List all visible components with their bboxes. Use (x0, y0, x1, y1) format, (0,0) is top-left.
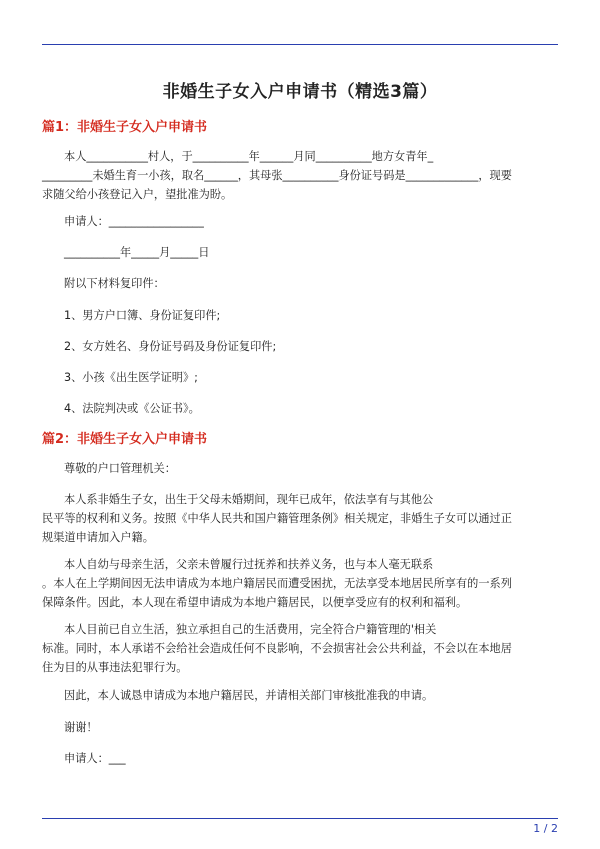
section-2-paragraph-2 (42, 555, 558, 612)
line: 本人自幼与母亲生活，父亲未曾履行过抚养和扶养义务，也与本人毫无联系 (64, 558, 434, 571)
page-number: 1 / 2 (533, 822, 558, 835)
line: 标准。同时，本人承诺不会给社会造成任何不良影响，不会损害社会公共利益，不会以在本地居 (42, 642, 512, 655)
list-item: 1、男方户口簿、身份证复印件; (64, 309, 221, 322)
section-1-applicant: 申请人：_________________ (64, 215, 204, 228)
top-rule (42, 44, 558, 45)
line: 本人系非婚生子女，出生于父母未婚期间，现年已成年，依法享有与其他公 (64, 493, 434, 506)
line: 保障条件。因此，本人现在希望申请成为本地户籍居民，以便享受应有的权利和福利。 (42, 596, 468, 609)
line: 规渠道申请加入户籍。 (42, 531, 154, 544)
section-2-paragraph-4: 因此，本人诚恳申请成为本地户籍居民，并请相关部门审核批准我的申请。 (64, 689, 434, 702)
section-2-paragraph-3 (42, 620, 558, 677)
section-2-paragraph-1 (42, 490, 558, 547)
section-1-attachments-intro: 附以下材料复印件： (64, 277, 165, 290)
section-1-date: __________年_____月_____日 (64, 246, 210, 259)
list-item: 4、法院判决或《公证书》。 (64, 402, 200, 415)
list-item: 3、小孩《出生医学证明》; (64, 371, 198, 384)
line: 住为目的从事违法犯罪行为。 (42, 661, 188, 674)
section-2-applicant: 申请人：___ (64, 752, 126, 765)
section-2-heading: 篇2：非婚生子女入户申请书 (42, 432, 208, 447)
line: _________未婚生育一小孩，取名______，其母张__________身份证号码是_____________，现要 (42, 169, 512, 182)
section-1-paragraph-1 (42, 147, 558, 204)
line: 民平等的权利和义务。按照《中华人民共和国户籍管理条例》相关规定，非婚生子女可以通过正 (42, 512, 512, 525)
line: 求随父给小孩登记入户，望批准为盼。 (42, 188, 233, 201)
bottom-rule (42, 818, 558, 819)
section-2-thanks: 谢谢！ (64, 721, 98, 734)
section-1-heading: 篇1：非婚生子女入户申请书 (42, 120, 208, 135)
section-2-greeting: 尊敬的户口管理机关： (64, 462, 176, 475)
document-title: 非婚生子女入户申请书（精选3篇） (162, 82, 438, 102)
list-item: 2、女方姓名、身份证号码及身份证复印件; (64, 340, 277, 353)
line: 本人目前已自立生活，独立承担自己的生活费用，完全符合户籍管理的'相关 (64, 623, 437, 636)
line: 本人___________村人，于__________年______月同__________地方女青年_ (64, 150, 434, 163)
line: 。本人在上学期间因无法申请成为本地户籍居民而遭受困扰，无法享受本地居民所享有的一系列 (42, 577, 512, 590)
